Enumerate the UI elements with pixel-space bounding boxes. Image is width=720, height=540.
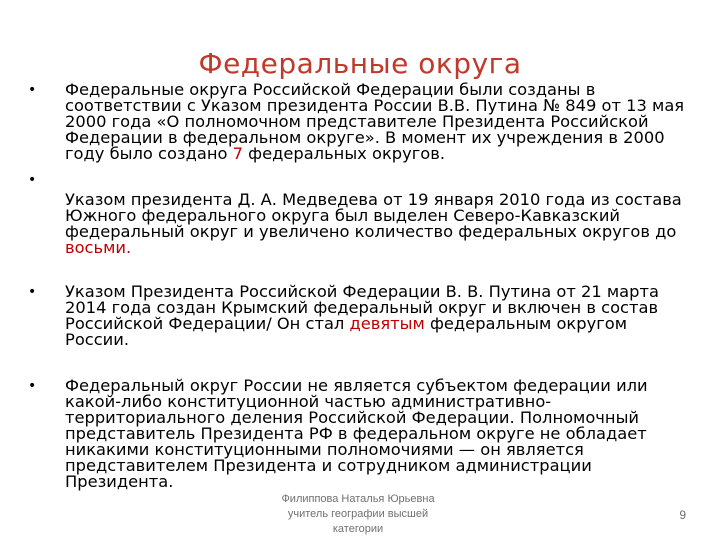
bullet-text-main: Федеральные округа Российской Федерации были созданы в соответствии с Указом президента России В.В. Путина № 849 от 13 мая 2000 года «О полномочном представителе Президента Российской Федерации в федеральном округе». В момент их учреждения в 2000 году было создано <box>65 80 685 163</box>
highlight-count: 7 <box>232 144 243 163</box>
author-line: учитель географии высшей <box>287 508 429 520</box>
bullet-marker: • <box>28 82 37 98</box>
bullet-text: Федеральный округ России не является субъектом федерации или какой-либо конституционной частью административно-территориального деления Российской Федерации. Полномочный представитель Президента РФ в федеральном округе не обладает никакими конституционными полномочиями — он является представителем Президента и сотрудником администрации Президента. <box>65 376 648 491</box>
author-line: категории <box>332 523 384 535</box>
bullet-text <box>65 284 685 348</box>
highlight-word: восьми <box>65 238 126 257</box>
bullet-text <box>65 192 685 256</box>
bullet-marker: • <box>28 284 37 300</box>
author-line: Филиппова Наталья Юрьевна <box>281 493 435 505</box>
bullet-text-main: Указом президента Д. А. Медведева от 19 января 2010 года из состава Южного федерального округа был выделен Северо-Кавказский федеральный округ и увеличено количество федеральных округов до <box>65 190 682 241</box>
bullet-marker: • <box>28 172 37 188</box>
bullet-marker: • <box>28 378 37 394</box>
page-number: 9 <box>679 508 686 522</box>
footer-author <box>258 492 458 537</box>
slide-title: Федеральные округа <box>198 47 522 80</box>
highlight-word: девятым <box>349 314 425 333</box>
bullet-text-tail: . <box>125 238 132 257</box>
bullet-text-tail: федеральных округов. <box>242 144 446 163</box>
bullet-text <box>65 82 685 162</box>
bullet-text-tail: федеральным округом России. <box>65 314 628 349</box>
bullet-text-main: Указом Президента Российской Федерации В. В. Путина от 21 марта 2014 года создан Крымский федеральный округ и включен в состав Российской Федерации/ Он стал <box>65 282 659 333</box>
